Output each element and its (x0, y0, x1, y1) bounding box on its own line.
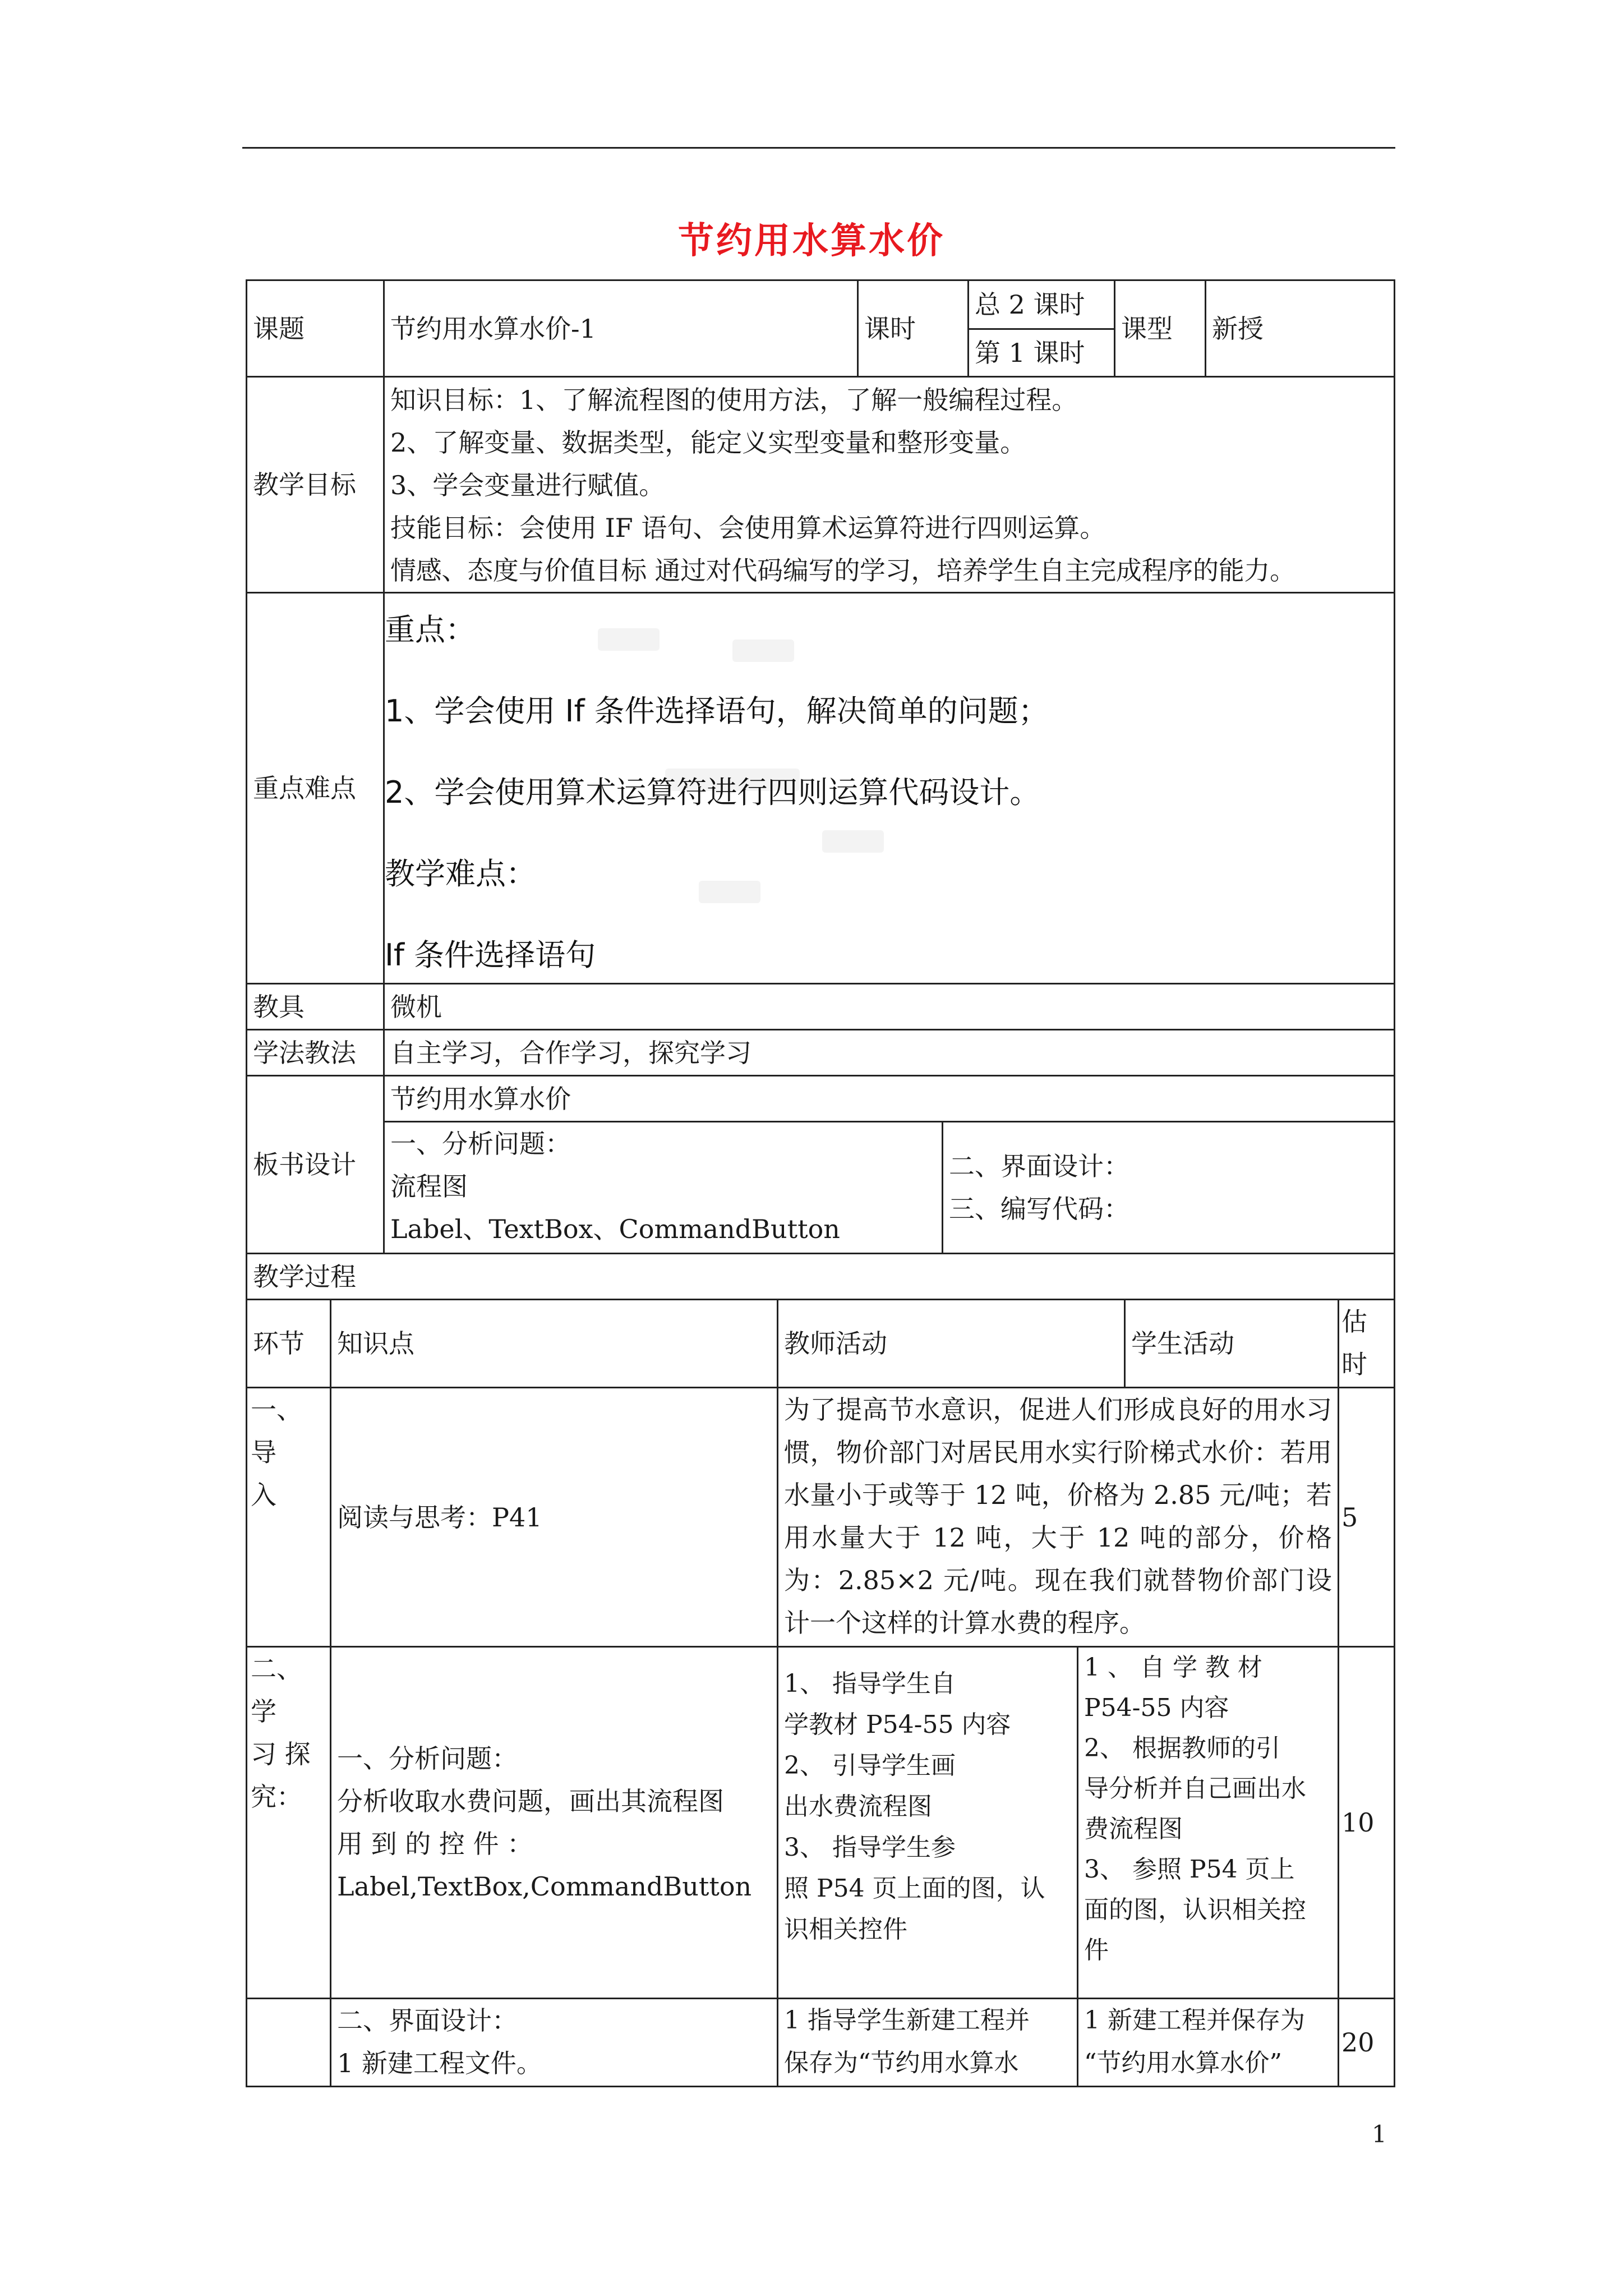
watermark-mark (699, 881, 760, 903)
row2-student-text: 1 、 自 学 教 材 P54-55 内容 2、 根据教师的引 导分析并自己画出水 费流程图 3、 参照 P54 页上 面的图，认识相关控 件 (1084, 1653, 1306, 1964)
row1-knowledge (330, 1387, 778, 1648)
document-title: 节约用水算水价 (678, 220, 945, 262)
row1-stage (246, 1387, 331, 1648)
topic-label-text: 课题 (253, 313, 305, 344)
hours-label-text: 课时 (864, 313, 916, 344)
row3-time (1338, 1998, 1395, 2087)
key-point-line: 教学难点： (385, 856, 536, 891)
topic-value (383, 279, 859, 378)
row2-knowledge (330, 1646, 778, 1999)
header-rule (242, 147, 1395, 149)
col-teacher-text: 教师活动 (784, 1328, 887, 1359)
col-stage (246, 1299, 331, 1388)
tools-value-text: 微机 (390, 991, 442, 1022)
process-label (246, 1253, 1395, 1300)
watermark-mark (598, 628, 660, 651)
board-right (942, 1121, 1395, 1254)
board-heading-text: 节约用水算水价 (390, 1083, 571, 1114)
row3-knowledge (330, 1998, 778, 2087)
row3-student (1077, 1998, 1339, 2087)
methods-label (246, 1029, 385, 1076)
tools-label (246, 983, 385, 1030)
key-point-line: 2、学会使用算术运算符进行四则运算代码设计。 (385, 775, 1040, 810)
total-hours-text: 总 2 课时 (975, 289, 1085, 320)
key-points-label-text: 重点难点 (253, 773, 356, 803)
row2-time (1338, 1646, 1395, 1999)
col-teacher (777, 1299, 1126, 1388)
goals-line: 3、学会变量进行赋值。 (390, 470, 665, 500)
methods-value (383, 1029, 1395, 1076)
topic-label (246, 279, 385, 378)
row1-stage-text: 一、导 入 (251, 1395, 302, 1510)
goals-label-text: 教学目标 (253, 470, 356, 500)
board-left (383, 1121, 943, 1254)
board-right-text: 二、界面设计： 三、编写代码： (949, 1151, 1129, 1224)
methods-value-text: 自主学习，合作学习，探究学习 (390, 1037, 751, 1068)
row3-student-text: 1 新建工程并保存为 “节约用水算水价” (1084, 2006, 1305, 2077)
tools-label-text: 教具 (253, 991, 305, 1022)
row3-teacher (777, 1998, 1078, 2087)
row2-teacher (777, 1646, 1078, 1999)
col-stage-text: 环节 (253, 1328, 305, 1359)
key-points-image (385, 595, 1091, 976)
key-point-line: 重点： (385, 612, 476, 647)
row2-time-text: 10 (1341, 1807, 1375, 1838)
methods-label-text: 学法教法 (253, 1037, 356, 1068)
row2-teacher-text: 1、 指导学生自 学教材 P54-55 内容 2、 引导学生画 出水费流程图 3、 指导学生参 照 P54 页上面的图，认 识相关控件 (784, 1669, 1045, 1944)
row1-teacher-text: 为了提高节水意识，促进人们形成良好的用水习惯，物价部门对居民用水实行阶梯式水价：若用水量小于或等于 12 吨，价格为 2.85 元/吨；若用水量大于 12 吨，大于 12 吨的部分，价格为：2.85×2 元/吨。现在我们就替物价部门设计一个这样的计算水费的程序。 (784, 1395, 1332, 1638)
page-number: 1 (1372, 2120, 1387, 2148)
goals-label (246, 376, 385, 593)
board-label (246, 1075, 385, 1254)
col-time-text: 估 时 (1341, 1306, 1367, 1379)
row2-stage-text: 二、学 习 探 究： (251, 1654, 311, 1812)
col-student (1124, 1299, 1339, 1388)
key-points-label (246, 592, 385, 984)
row3-knowledge-text: 二、界面设计： 1 新建工程文件。 (337, 2005, 542, 2078)
type-label (1114, 279, 1206, 378)
row1-time-text: 5 (1341, 1502, 1358, 1533)
current-hour-text: 第 1 课时 (975, 338, 1085, 368)
watermark-mark (822, 830, 884, 853)
row3-time-text: 20 (1341, 2027, 1375, 2058)
row1-teacher (777, 1387, 1339, 1648)
board-heading (383, 1075, 1395, 1122)
col-knowledge-text: 知识点 (337, 1328, 414, 1359)
row3-stage (246, 1998, 331, 2087)
goals-content (383, 376, 1395, 593)
goals-line: 2、了解变量、数据类型，能定义实型变量和整形变量。 (390, 427, 1026, 458)
goals-line: 技能目标：会使用 IF 语句、会使用算术运算符进行四则运算。 (390, 513, 1106, 543)
key-point-line: 1、学会使用 If 条件选择语句，解决简单的问题； (385, 693, 1049, 729)
goals-line: 情感、态度与价值目标 通过对代码编写的学习，培养学生自主完成程序的能力。 (390, 555, 1295, 586)
type-label-text: 课型 (1121, 313, 1173, 344)
row1-time (1338, 1387, 1395, 1648)
row2-student (1077, 1646, 1339, 1999)
current-hour (967, 328, 1115, 378)
process-label-text: 教学过程 (253, 1261, 356, 1292)
hours-label (857, 279, 969, 378)
col-knowledge (330, 1299, 778, 1388)
board-label-text: 板书设计 (253, 1149, 356, 1180)
col-time (1338, 1299, 1395, 1388)
row2-stage (246, 1646, 331, 1999)
type-value (1205, 279, 1395, 378)
row2-knowledge-text: 一、分析问题： 分析收取水费问题，画出其流程图 用 到 的 控 件 ： Label,TextBox,CommandButton (337, 1743, 752, 1902)
col-student-text: 学生活动 (1131, 1328, 1234, 1359)
tools-value (383, 983, 1395, 1030)
key-point-line: If 条件选择语句 (385, 937, 596, 973)
row1-knowledge-text: 阅读与思考：P41 (337, 1502, 542, 1533)
watermark-mark (732, 639, 794, 662)
row3-teacher-text: 1 指导学生新建工程并 保存为“节约用水算水 (784, 2006, 1030, 2077)
topic-value-text: 节约用水算水价-1 (390, 313, 596, 344)
board-left-text: 一、分析问题： 流程图 Label、TextBox、CommandButton (390, 1129, 840, 1244)
goals-line: 知识目标：1、了解流程图的使用方法，了解一般编程过程。 (390, 385, 1078, 415)
total-hours (967, 279, 1115, 330)
type-value-text: 新授 (1212, 313, 1264, 344)
